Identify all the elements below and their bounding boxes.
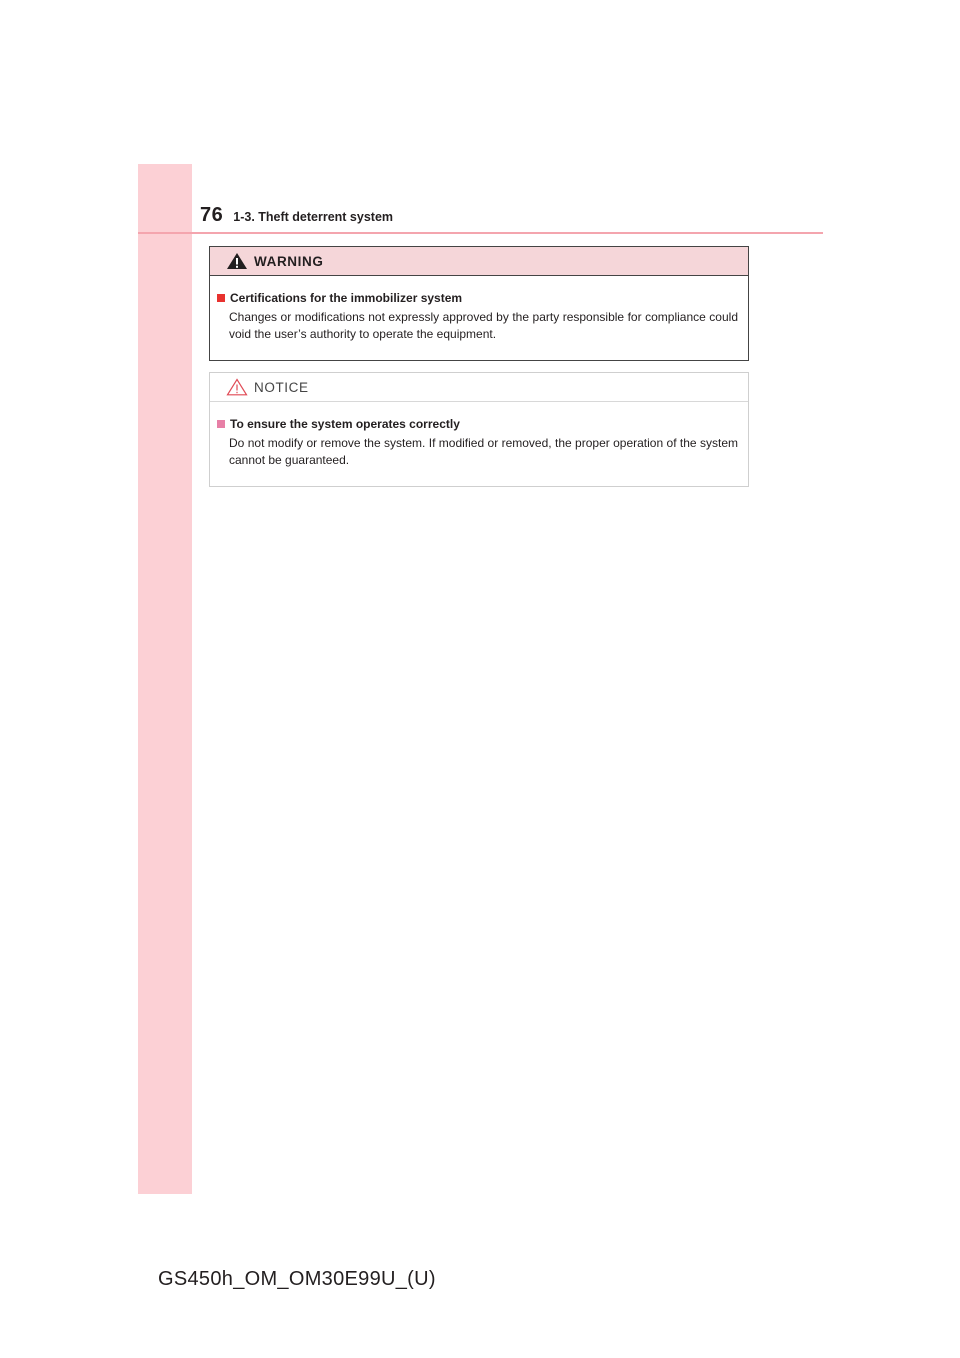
warning-box [209, 246, 749, 361]
warning-item-body: Changes or modifications not expressly approved by the party responsible for compliance could void the user’s authority to operate the equipment. [229, 310, 738, 341]
header-rule [138, 232, 823, 234]
notice-box [209, 372, 749, 487]
pink-square-bullet-icon [217, 420, 225, 428]
document-code: GS450h_OM_OM30E99U_(U) [158, 1268, 436, 1290]
notice-label: NOTICE [254, 379, 309, 395]
warning-header [210, 247, 748, 276]
side-color-band [138, 164, 192, 1194]
notice-item-title-row [217, 416, 738, 432]
notice-triangle-outline-icon [226, 378, 248, 396]
red-square-bullet-icon [217, 294, 225, 302]
warning-triangle-icon [226, 252, 248, 270]
page-number: 76 [200, 204, 224, 226]
warning-label: WARNING [254, 253, 324, 269]
warning-item-title-row [217, 290, 738, 306]
notice-item [210, 402, 748, 469]
notice-item-body: Do not modify or remove the system. If modified or removed, the proper operation of the system cannot be guaranteed. [229, 436, 738, 467]
warning-item-title: Certifications for the immobilizer system [230, 291, 463, 305]
warning-item [210, 276, 748, 343]
notice-header [210, 373, 748, 402]
notice-item-title: To ensure the system operates correctly [230, 417, 460, 431]
section-title: 1-3. Theft deterrent system [233, 210, 394, 224]
page-header [200, 204, 393, 232]
